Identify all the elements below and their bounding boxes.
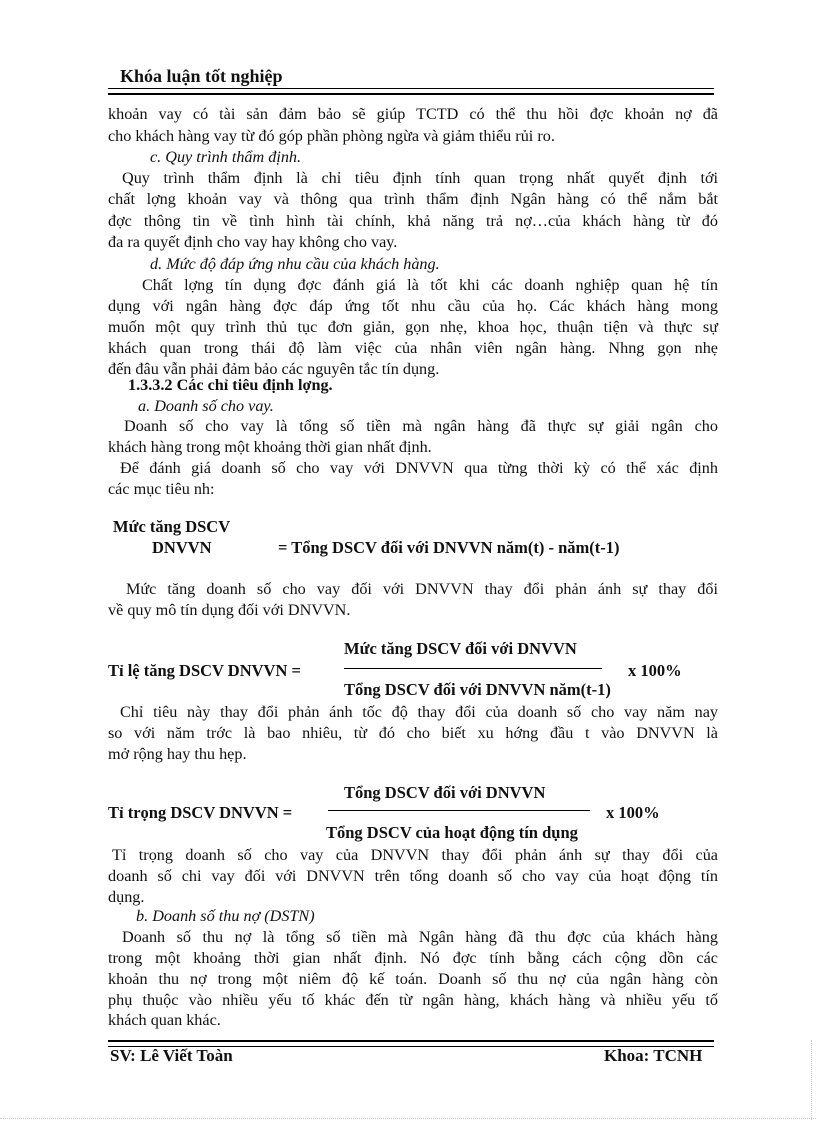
formula3-fraction-bar	[328, 810, 590, 811]
formula3-numerator: Tổng DSCV đối với DNVVN	[344, 783, 546, 802]
body-line: Để đánh giá doanh số cho vay với DNVVN qua từng thời kỳ có thể xác định	[120, 459, 718, 477]
body-line: đợc thông tin về tình hình tài chính, khả năng trả nợ…của khách hàng từ đó	[108, 212, 718, 230]
body-line: Doanh số cho vay là tổng số tiền mà ngân hàng đã thực sự giải ngân cho	[124, 417, 718, 435]
subheading: a. Doanh số cho vay.	[138, 397, 274, 415]
section-heading: 1.3.3.2 Các chỉ tiêu định lợng.	[128, 376, 333, 394]
body-line: Doanh số thu nợ là tổng số tiền mà Ngân hàng đã thu đợc của khách hàng	[122, 928, 718, 946]
page-edge-dots	[0, 1118, 816, 1119]
formula2-numerator: Mức tăng DSCV đối với DNVVN	[344, 639, 577, 658]
page-edge-dots-vertical	[811, 1040, 812, 1120]
body-line: khách quan khác.	[108, 1011, 221, 1029]
body-line: khoản thu nợ trong một niêm độ kế toán. Doanh số thu nợ của ngân hàng còn	[108, 970, 718, 988]
footer-student: SV: Lê Viết Toàn	[110, 1046, 233, 1065]
body-line: trong một khoảng thời gian nhất định. Nó đợc tính bằng cách cộng dồn các	[108, 949, 718, 967]
body-line: so với năm trớc là bao nhiêu, từ đó cho biết xu hớng đầu t vào DNVVN là	[108, 724, 718, 742]
formula1-label-line1: Mức tăng DSCV	[113, 517, 231, 536]
body-line: dụng.	[108, 888, 145, 906]
body-line: doanh số chi vay đối với DNVVN trên tổng doanh số cho vay của hoạt động tín	[108, 867, 718, 885]
body-line: cho khách hàng vay từ đó góp phần phòng ngừa và giảm thiểu rủi ro.	[108, 127, 555, 145]
formula1-label-line2: DNVVN	[152, 538, 212, 557]
body-line: các mục tiêu nh:	[108, 480, 215, 498]
subheading: b. Doanh số thu nợ (DSTN)	[136, 907, 315, 925]
formula2-fraction-bar	[344, 668, 602, 669]
body-line: Chỉ tiêu này thay đổi phản ánh tốc độ thay đổi của doanh số cho vay năm nay	[120, 703, 718, 721]
subheading: d. Mức độ đáp ứng nhu cầu của khách hàng.	[150, 255, 440, 273]
body-line: Chất lợng tín dụng đợc đánh giá là tốt khi các doanh nghiệp quan hệ tín	[142, 276, 718, 294]
body-line: khoản vay có tài sản đảm bảo sẽ giúp TCTD có thể thu hồi đợc khoản nợ đã	[108, 105, 718, 123]
header-title: Khóa luận tốt nghiệp	[120, 66, 283, 86]
formula1-rhs: = Tổng DSCV đối với DNVVN năm(t) - năm(t-1)	[278, 538, 620, 557]
body-line: Tỉ trọng doanh số cho vay của DNVVN thay đổi phản ánh sự thay đổi của	[112, 846, 718, 864]
formula3-multiplier: x 100%	[606, 803, 660, 822]
body-line: khách hàng trong một khoảng thời gian nhất định.	[108, 438, 432, 456]
formula3-lhs: Tỉ trọng DSCV DNVVN =	[108, 803, 293, 822]
subheading: c. Quy trình thẩm định.	[150, 148, 302, 166]
body-line: mở rộng hay thu hẹp.	[108, 745, 247, 763]
formula2-multiplier: x 100%	[628, 661, 682, 680]
body-line: Quy trình thẩm định là chỉ tiêu định tính quan trọng nhất quyết định tới	[122, 169, 718, 187]
body-line: khách quan trong thái độ làm việc của nhân viên ngân hàng. Nhng gọn nhẹ	[108, 339, 718, 357]
body-line: chất lợng khoản vay và thông qua trình thẩm định Ngân hàng có thể nắm bắt	[108, 190, 718, 208]
header-rule	[108, 88, 714, 95]
formula3-denominator: Tổng DSCV của hoạt động tín dụng	[326, 823, 578, 842]
body-line: phụ thuộc vào nhiều yếu tố khác đến từ ngân hàng, khách hàng và nhiều yếu tố	[108, 991, 718, 1009]
body-line: dụng với ngân hàng đợc đáp ứng tốt nhu cầu của họ. Các khách hàng mong	[108, 297, 718, 315]
body-line: muốn một quy trình thủ tục đơn giản, gọn nhẹ, khoa học, thuận tiện và thực sự	[108, 318, 718, 336]
body-line: Mức tăng doanh số cho vay đối với DNVVN thay đổi phản ánh sự thay đổi	[126, 580, 718, 598]
body-line: đa ra quyết định cho vay hay không cho vay.	[108, 233, 398, 251]
formula2-denominator: Tổng DSCV đối với DNVVN năm(t-1)	[344, 680, 611, 699]
formula2-lhs: Tỉ lệ tăng DSCV DNVVN =	[108, 661, 301, 680]
body-line: về quy mô tín dụng đối với DNVVN.	[108, 601, 351, 619]
footer-faculty: Khoa: TCNH	[604, 1046, 703, 1065]
body-line: đến đâu vẫn phải đảm bảo các nguyên tắc tín dụng.	[108, 360, 440, 378]
